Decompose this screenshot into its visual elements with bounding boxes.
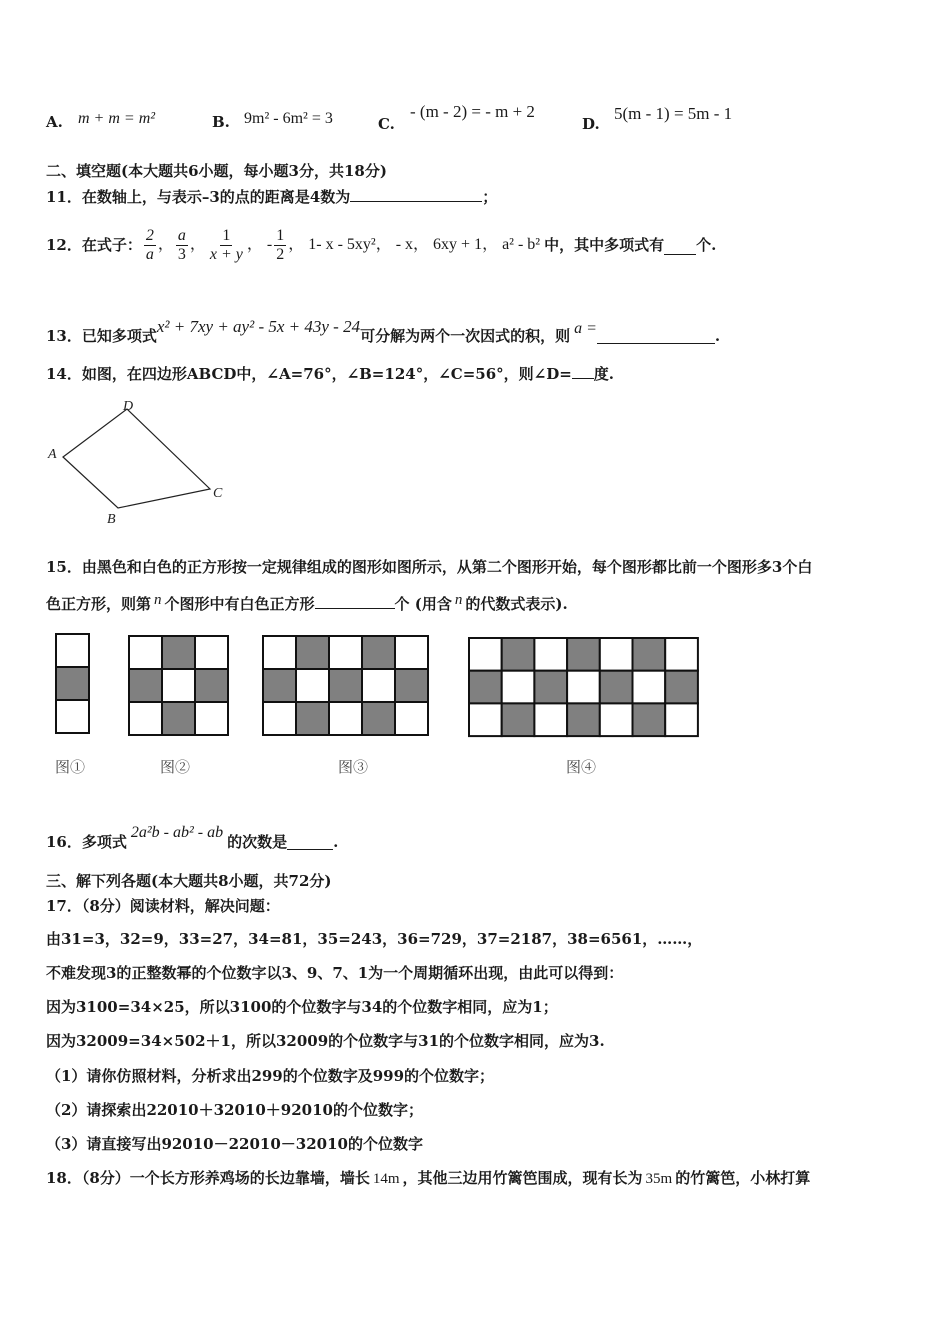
quadrilateral-abcd xyxy=(63,409,210,508)
white-square xyxy=(395,636,428,669)
q12-fraction-3: $\frac{1}{x + y}$ xyxy=(209,226,243,263)
black-square xyxy=(534,671,567,704)
white-square xyxy=(567,671,600,704)
q16-suffix: 的次数是 xyxy=(227,833,288,851)
white-square xyxy=(162,669,195,702)
black-square xyxy=(56,667,89,700)
option-b xyxy=(212,112,230,132)
q15-caption-1: 图① xyxy=(55,758,86,776)
white-square xyxy=(665,703,698,736)
white-square xyxy=(129,636,162,669)
q17-line-2: 不难发现3的正整数幂的个位数字以3、9、7、1为一个周期循环出现，由此可以得到： xyxy=(46,964,624,982)
option-d-expr: 5(m - 1) = 5m - 1 xyxy=(614,104,733,123)
q12-expressions: 1- x - 5xy²， - x， 6xy + 1， a² - b² xyxy=(308,236,541,253)
q18-wall-length: 14m xyxy=(372,1171,400,1187)
vertex-label-a: A xyxy=(48,447,57,462)
q13-expression: x² + 7xy + ay² - 5x + 43y - 24 xyxy=(156,317,361,336)
white-square xyxy=(329,702,362,735)
q11-text: 11．在数轴上，与表示–3的点的距离是4数为 xyxy=(46,188,351,206)
pattern-figure-2 xyxy=(129,636,228,735)
white-square xyxy=(469,638,502,671)
q17-heading: 17．（8分）阅读材料，解决问题： xyxy=(46,897,280,915)
q18-text-a: 18．（8分）一个长方形养鸡场的长边靠墙，墙长 xyxy=(46,1169,370,1187)
pattern-figure-1 xyxy=(56,634,89,733)
white-square xyxy=(665,638,698,671)
black-square xyxy=(600,671,633,704)
black-square xyxy=(633,638,666,671)
option-d-label: D. xyxy=(582,115,600,133)
q16-prefix: 16．多项式 xyxy=(46,833,127,851)
q14-quadrilateral-figure xyxy=(40,392,240,532)
white-square xyxy=(263,702,296,735)
white-square xyxy=(296,669,329,702)
option-a-expr: m + m = m² xyxy=(78,110,156,127)
option-a-label: A. xyxy=(46,113,63,131)
q12-fraction-4: $\frac{1}{2}$ xyxy=(276,226,285,263)
vertex-label-c: C xyxy=(213,486,223,501)
white-square xyxy=(534,638,567,671)
q11 xyxy=(46,186,497,207)
q17-line-4: 因为32009=34×502＋1，所以32009的个位数字与31的个位数字相同，应为3. xyxy=(46,1032,605,1050)
pattern-figure-4 xyxy=(469,638,698,736)
q13 xyxy=(46,312,720,346)
q12-suffix: 中，其中多项式有 xyxy=(544,236,665,254)
white-square xyxy=(362,669,395,702)
q18-text-b: ，其他三边用竹篱笆围成，现有长为 xyxy=(402,1169,643,1187)
black-square xyxy=(469,671,502,704)
white-square xyxy=(600,703,633,736)
black-square xyxy=(567,703,600,736)
option-d xyxy=(582,114,600,134)
q15-line1: 15．由黑色和白色的正方形按一定规律组成的图形如图所示，从第二个图形开始，每个图形都比前一个图形多3个白 xyxy=(46,558,813,576)
vertex-label-b: B xyxy=(107,512,116,527)
white-square xyxy=(263,636,296,669)
q12-tail: 个. xyxy=(696,236,717,254)
q18 xyxy=(46,1168,810,1189)
q13-prefix: 13．已知多项式 xyxy=(46,327,157,345)
black-square xyxy=(263,669,296,702)
white-square xyxy=(56,634,89,667)
q15-line2 xyxy=(46,593,568,615)
q12-fraction-4-sign: - xyxy=(266,236,273,253)
black-square xyxy=(665,671,698,704)
white-square xyxy=(469,703,502,736)
q13-var: a = xyxy=(574,320,597,337)
q14-tail: 度. xyxy=(593,365,615,383)
option-a xyxy=(46,112,63,132)
q18-text-c: 的竹篱笆，小林打算 xyxy=(675,1169,811,1187)
black-square xyxy=(296,636,329,669)
q16-answer-blank[interactable] xyxy=(287,834,333,850)
q13-tail: . xyxy=(714,327,721,345)
vertex-label-d: D xyxy=(123,399,134,414)
white-square xyxy=(195,702,228,735)
q14-answer-blank[interactable] xyxy=(572,363,594,379)
white-square xyxy=(534,703,567,736)
q12-answer-blank[interactable] xyxy=(664,236,696,255)
black-square xyxy=(329,669,362,702)
q11-answer-blank[interactable] xyxy=(350,186,482,202)
black-square xyxy=(162,636,195,669)
q12: 12．在式子： $\frac{2}{a}$ ， $\frac{a}{3}$ ， $\frac{1}{x + y}$ ， - $\frac{1}{2}$ ， 1- x - 5xy²， - x， 6xy + 1， a² - b² 中，其中多项式有 个. xyxy=(46,222,716,268)
option-c-expr: - (m - 2) = - m + 2 xyxy=(410,102,535,121)
black-square xyxy=(633,703,666,736)
white-square xyxy=(129,702,162,735)
q12-fraction-1: $\frac{2}{a}$ xyxy=(145,226,154,263)
black-square xyxy=(502,638,535,671)
q16-tail: . xyxy=(333,833,339,851)
white-square xyxy=(395,702,428,735)
black-square xyxy=(129,669,162,702)
q12-prefix: 12．在式子： xyxy=(46,236,142,254)
q15-caption-4: 图④ xyxy=(566,758,597,776)
white-square xyxy=(600,638,633,671)
q17-subquestion-1: （1）请你仿照材料，分析求出299的个位数字及999的个位数字； xyxy=(46,1067,495,1085)
q15-answer-blank[interactable] xyxy=(315,593,395,609)
q15-line2-c: 个 (用含 xyxy=(394,595,452,613)
q15-line2-d: 的代数式表示). xyxy=(465,595,568,613)
white-square xyxy=(329,636,362,669)
q15-var-n2: n xyxy=(454,592,463,608)
option-b-expr: 9m² - 6m² = 3 xyxy=(244,110,333,127)
q15-caption-3: 图③ xyxy=(338,758,369,776)
q15-pattern-figures xyxy=(0,630,950,740)
option-c-label: C. xyxy=(378,115,395,133)
q15-line2-b: 个图形中有白色正方形 xyxy=(164,595,315,613)
black-square xyxy=(195,669,228,702)
white-square xyxy=(195,636,228,669)
pattern-figure-3 xyxy=(263,636,428,735)
q15-line2-a: 色正方形，则第 xyxy=(46,595,152,613)
black-square xyxy=(567,638,600,671)
white-square xyxy=(56,700,89,733)
white-square xyxy=(633,671,666,704)
option-c xyxy=(378,114,395,134)
q13-answer-blank[interactable] xyxy=(597,328,715,344)
q13-mid: 可分解为两个一次因式的积，则 xyxy=(360,327,571,345)
q15-caption-2: 图② xyxy=(160,758,191,776)
q16 xyxy=(46,814,338,852)
q15-var-n: n xyxy=(154,592,162,608)
q11-tail: ； xyxy=(482,188,498,206)
section2-heading: 二、填空题(本大题共6小题，每小题3分，共18分) xyxy=(46,162,387,180)
q12-fraction-2: $\frac{a}{3}$ xyxy=(177,226,186,263)
black-square xyxy=(395,669,428,702)
q14 xyxy=(46,363,614,384)
white-square xyxy=(502,671,535,704)
q14-text: 14．如图，在四边形ABCD中，∠A=76°，∠B=124°，∠C=56°，则∠D= xyxy=(46,365,572,383)
black-square xyxy=(296,702,329,735)
black-square xyxy=(362,636,395,669)
q17-subquestion-2: （2）请探索出22010＋32010＋92010的个位数字； xyxy=(46,1101,423,1119)
option-b-label: B. xyxy=(212,113,230,131)
q17-line-1: 由31=3，32=9，33=27，34=81，35=243，36=729，37=2187，38=6561，……， xyxy=(46,930,703,948)
q17-subquestion-3: （3）请直接写出92010－22010－32010的个位数字 xyxy=(46,1135,423,1153)
section3-heading: 三、解下列各题(本大题共8小题，共72分) xyxy=(46,872,332,890)
black-square xyxy=(162,702,195,735)
black-square xyxy=(362,702,395,735)
q18-fence-length: 35m xyxy=(645,1171,673,1187)
q16-expression: 2a²b - ab² - ab xyxy=(130,824,224,841)
black-square xyxy=(502,703,535,736)
q17-line-3: 因为3100=34×25，所以3100的个位数字与34的个位数字相同，应为1； xyxy=(46,998,558,1016)
